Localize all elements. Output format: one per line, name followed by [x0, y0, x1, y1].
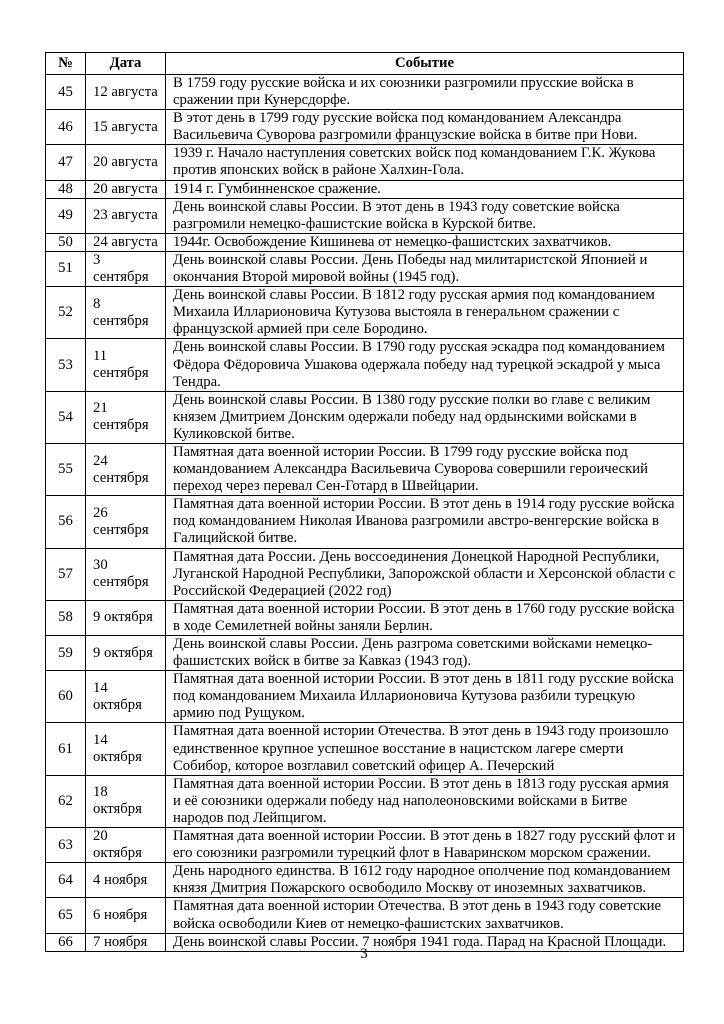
- event-cell: Памятная дата военной истории России. В этот день в 1827 году русский флот и его союзники разгромили турецкий флот в Наваринском морском сражении.: [166, 828, 684, 863]
- column-header-number: №: [46, 53, 86, 75]
- date-cell: 6 ноября: [86, 898, 166, 933]
- row-number-cell: 46: [46, 110, 86, 145]
- event-cell: Памятная дата военной истории Отечества. В этот день в 1943 году произошло единственное крупное успешное восстание в нацистском лагере смерти Собибор, которое возглавил советский офицер А. Печерский: [166, 723, 684, 775]
- table-row: [46, 898, 684, 933]
- event-cell: Памятная дата военной истории России. В 1799 году русские войска под командованием Александра Васильевича Суворова совершили героический переход через перевал Сен-Готард в Швейцарии.: [166, 443, 684, 495]
- row-number-cell: 65: [46, 898, 86, 933]
- event-cell: Памятная дата военной истории России. В этот день в 1811 году русские войска под командованием Михаила Илларионовича Кутузова разбили турецкую армию под Рущуком.: [166, 671, 684, 723]
- table-row: [46, 548, 684, 600]
- date-cell: 30 сентября: [86, 548, 166, 600]
- event-cell: День воинской славы России. В 1812 году русская армия под командованием Михаила Илларионовича Кутузова выстояла в генеральном сражении с французской армией при селе Бородино.: [166, 287, 684, 339]
- row-number-cell: 49: [46, 198, 86, 233]
- table-row: [46, 339, 684, 391]
- event-cell: Памятная дата военной истории России. В этот день в 1813 году русская армия и её союзники одержали победу над наполеоновскими войсками в Битве народов под Лейпцигом.: [166, 775, 684, 827]
- date-cell: 7 ноября: [86, 933, 166, 951]
- table-row: [46, 110, 684, 145]
- table-row: [46, 600, 684, 635]
- row-number-cell: 60: [46, 671, 86, 723]
- date-cell: 15 августа: [86, 110, 166, 145]
- row-number-cell: 52: [46, 287, 86, 339]
- table-row: [46, 75, 684, 110]
- row-number-cell: 56: [46, 496, 86, 548]
- table-row: [46, 496, 684, 548]
- event-cell: Памятная дата России. День воссоединения Донецкой Народной Республики, Луганской Народной Республики, Запорожской области и Херсонской области с Российской Федерацией (2022 год): [166, 548, 684, 600]
- row-number-cell: 48: [46, 180, 86, 198]
- date-cell: 3 сентября: [86, 251, 166, 286]
- date-cell: 9 октября: [86, 600, 166, 635]
- date-cell: 23 августа: [86, 198, 166, 233]
- table-row: [46, 180, 684, 198]
- row-number-cell: 63: [46, 828, 86, 863]
- column-header-date: Дата: [86, 53, 166, 75]
- row-number-cell: 50: [46, 233, 86, 251]
- row-number-cell: 47: [46, 145, 86, 180]
- date-cell: 24 сентября: [86, 443, 166, 495]
- event-cell: Памятная дата военной истории России. В этот день в 1914 году русские войска под командованием Николая Иванова разгромили австро-венгерские войска в Галицийской битве.: [166, 496, 684, 548]
- row-number-cell: 55: [46, 443, 86, 495]
- row-number-cell: 54: [46, 391, 86, 443]
- date-cell: 14 октября: [86, 723, 166, 775]
- page-number: 3: [360, 946, 368, 962]
- date-cell: 14 октября: [86, 671, 166, 723]
- row-number-cell: 57: [46, 548, 86, 600]
- event-cell: День воинской славы России. День разгрома советскими войсками немецко-фашистских войск в битве за Кавказ (1943 год).: [166, 636, 684, 671]
- date-cell: 24 августа: [86, 233, 166, 251]
- event-cell: В 1759 году русские войска и их союзники разгромили прусские войска в сражении при Кунерсдорфе.: [166, 75, 684, 110]
- event-cell: День народного единства. В 1612 году народное ополчение под командованием князя Дмитрия Пожарского освободило Москву от иноземных захватчиков.: [166, 863, 684, 898]
- row-number-cell: 64: [46, 863, 86, 898]
- table-row: [46, 233, 684, 251]
- date-cell: 9 октября: [86, 636, 166, 671]
- table-row: [46, 391, 684, 443]
- date-cell: 4 ноября: [86, 863, 166, 898]
- date-cell: 11 сентября: [86, 339, 166, 391]
- date-cell: 21 сентября: [86, 391, 166, 443]
- date-cell: 18 октября: [86, 775, 166, 827]
- date-cell: 26 сентября: [86, 496, 166, 548]
- event-cell: День воинской славы России. В этот день в 1943 году советские войска разгромили немецко-фашистские войска в Курской битве.: [166, 198, 684, 233]
- date-cell: 12 августа: [86, 75, 166, 110]
- table-row: [46, 828, 684, 863]
- table-row: [46, 863, 684, 898]
- event-cell: 1914 г. Гумбинненское сражение.: [166, 180, 684, 198]
- row-number-cell: 61: [46, 723, 86, 775]
- date-cell: 20 октября: [86, 828, 166, 863]
- events-table-body: [46, 75, 684, 952]
- row-number-cell: 53: [46, 339, 86, 391]
- table-row: [46, 723, 684, 775]
- column-header-event: Событие: [166, 53, 684, 75]
- row-number-cell: 62: [46, 775, 86, 827]
- row-number-cell: 58: [46, 600, 86, 635]
- event-cell: День воинской славы России. День Победы над милитаристской Японией и окончания Второй мировой войны (1945 год).: [166, 251, 684, 286]
- event-cell: Памятная дата военной истории Отечества. В этот день в 1943 году советские войска освободили Киев от немецко-фашистских захватчиков.: [166, 898, 684, 933]
- row-number-cell: 51: [46, 251, 86, 286]
- event-cell: День воинской славы России. 7 ноября 1941 года. Парад на Красной Площади.: [166, 933, 684, 951]
- table-row: [46, 671, 684, 723]
- event-cell: 1944г. Освобождение Кишинева от немецко-фашистских захватчиков.: [166, 233, 684, 251]
- table-header-row: [46, 53, 684, 75]
- date-cell: 8 сентября: [86, 287, 166, 339]
- date-cell: 20 августа: [86, 145, 166, 180]
- row-number-cell: 45: [46, 75, 86, 110]
- events-table: [45, 52, 684, 952]
- event-cell: 1939 г. Начало наступления советских войск под командованием Г.К. Жукова против японских войск в районе Халхин-Гола.: [166, 145, 684, 180]
- date-cell: 20 августа: [86, 180, 166, 198]
- table-row: [46, 775, 684, 827]
- table-row: [46, 145, 684, 180]
- event-cell: День воинской славы России. В 1790 году русская эскадра под командованием Фёдора Фёдоровича Ушакова одержала победу над турецкой эскадрой у мыса Тендра.: [166, 339, 684, 391]
- table-row: [46, 251, 684, 286]
- table-row: [46, 198, 684, 233]
- table-header: [46, 53, 684, 75]
- row-number-cell: 59: [46, 636, 86, 671]
- table-row: [46, 636, 684, 671]
- table-row: [46, 443, 684, 495]
- event-cell: Памятная дата военной истории России. В этот день в 1760 году русские войска в ходе Семилетней войны заняли Берлин.: [166, 600, 684, 635]
- row-number-cell: 66: [46, 933, 86, 951]
- event-cell: День воинской славы России. В 1380 году русские полки во главе с великим князем Дмитрием Донским одержали победу над ордынскими войсками в Куликовской битве.: [166, 391, 684, 443]
- event-cell: В этот день в 1799 году русские войска под командованием Александра Васильевича Суворова разгромили французские войска в битве при Нови.: [166, 110, 684, 145]
- table-row: [46, 287, 684, 339]
